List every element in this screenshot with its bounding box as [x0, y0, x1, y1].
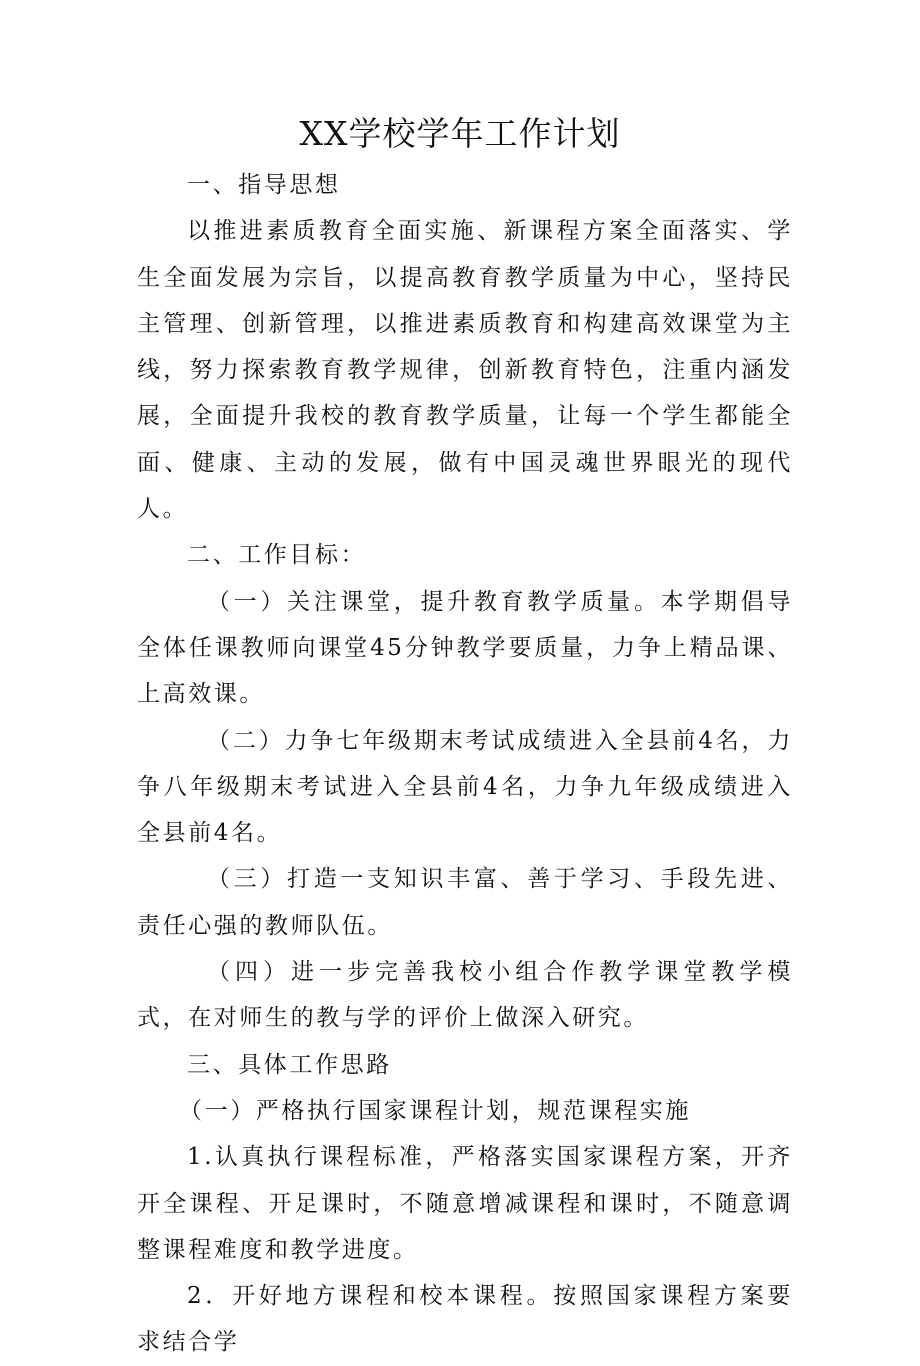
goal-item-2: （二）力争七年级期末考试成绩进入全县前4名，力争八年级期末考试进入全县前4名，力争九年级成绩进入全县前4名。 [137, 727, 793, 847]
goal-item-4: （四）进一步完善我校小组合作教学课堂教学模式，在对师生的教与学的评价上做深入研究。 [137, 959, 793, 1032]
section-heading-guiding-ideology: 一、指导思想 [187, 172, 341, 198]
goal-item-3: （三）打造一支知识丰富、善于学习、手段先进、责任心强的教师队伍。 [137, 866, 793, 939]
paragraph-guiding-ideology: 以推进素质教育全面实施、新课程方案全面落实、学生全面发展为宗旨，以提高教育教学质量为中心，坚持民主管理、创新管理，以推进素质教育和构建高效课堂为主线，努力探索教育教学规律，创新教育特色，注重内涵发展，全面提升我校的教育教学质量，让每一个学生都能全面、健康、主动的发展，做有中国灵魂世界眼光的现代人。 [137, 218, 793, 523]
approach-item-1: 1.认真执行课程标准，严格落实国家课程方案，开齐开全课程、开足课时，不随意增减课程和课时，不随意调整课程难度和教学进度。 [137, 1144, 793, 1263]
goal-item-1: （一）关注课堂，提升教育教学质量。本学期倡导全体任课教师向课堂45分钟教学要质量，力争上精品课、上高效课。 [137, 588, 793, 708]
document-body [137, 162, 793, 1366]
section-heading-work-approach: 三、具体工作思路 [187, 1051, 392, 1078]
subsection-heading-curriculum: （一）严格执行国家课程计划，规范课程实施 [179, 1097, 691, 1124]
document-title: XX学校学年工作计划 [299, 114, 621, 153]
section-heading-work-goals: 二、工作目标： [187, 542, 367, 569]
approach-item-2: 2．开好地方课程和校本课程。按照国家课程方案要求结合学 [137, 1283, 793, 1356]
